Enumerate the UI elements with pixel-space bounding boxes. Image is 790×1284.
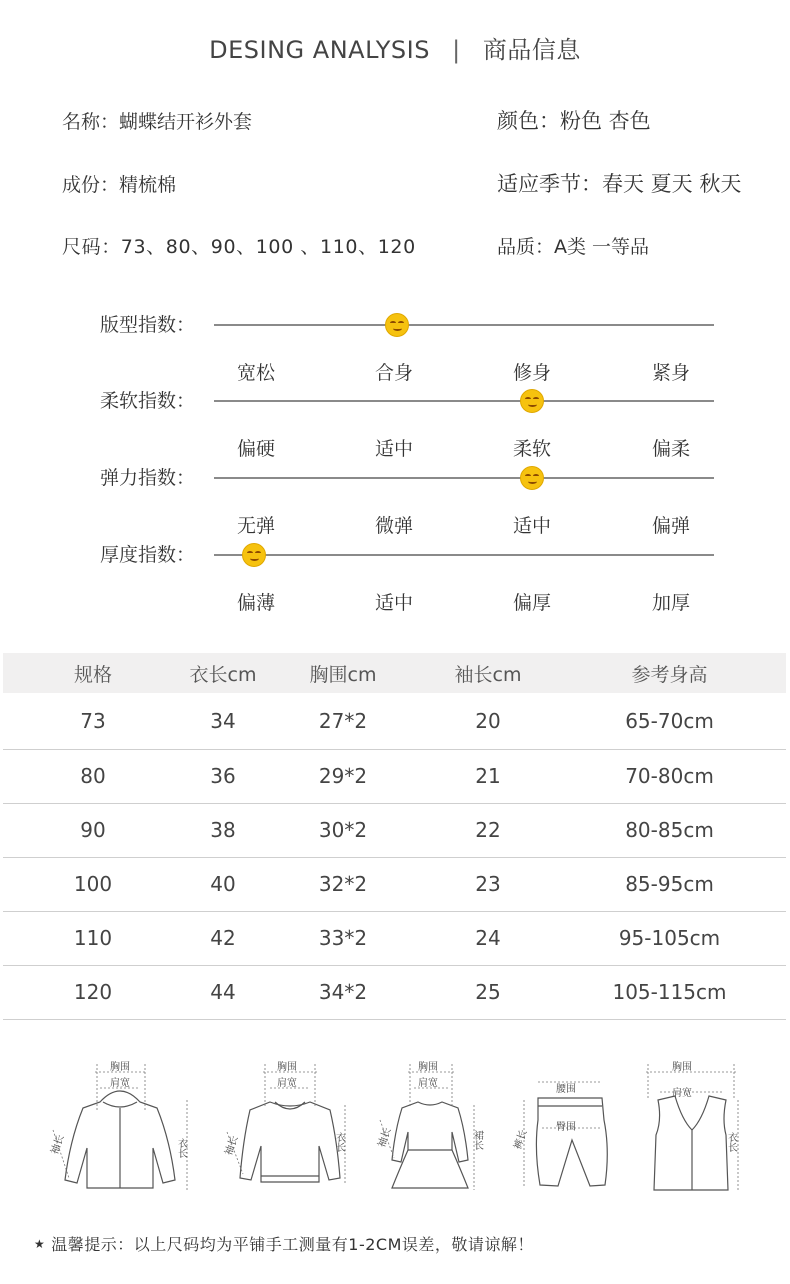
index-option: 加厚 xyxy=(651,592,690,614)
index-track xyxy=(214,324,714,326)
table-cell: 32*2 xyxy=(263,857,423,911)
index-track xyxy=(214,554,714,556)
table-cell: 27*2 xyxy=(263,693,423,749)
size-note xyxy=(34,1232,534,1255)
measurement-diagrams xyxy=(0,1050,790,1200)
index-option: 紧身 xyxy=(651,362,690,384)
index-label: 厚度指数： xyxy=(100,544,196,566)
label-waist: 腰围 xyxy=(556,1084,576,1095)
label-sleeve: 袖长 xyxy=(49,1133,67,1157)
info-sizes: 尺码：73、80、90、100 、110、120 xyxy=(62,236,416,258)
header-divider: | xyxy=(452,36,461,64)
table-row xyxy=(3,911,786,965)
table-row xyxy=(3,803,786,857)
index-option: 合身 xyxy=(374,362,413,384)
index-option: 偏柔 xyxy=(651,438,690,460)
header-title-en: DESING ANALYSIS xyxy=(209,36,430,64)
table-cell: 20 xyxy=(423,693,553,749)
label-length: 衣长 xyxy=(725,1132,737,1152)
table-cell: 34 xyxy=(183,693,263,749)
table-cell: 73 xyxy=(3,693,183,749)
index-track xyxy=(214,400,714,402)
table-row xyxy=(3,749,786,803)
label-length: 衣长 xyxy=(175,1138,187,1158)
label-shoulder: 肩宽 xyxy=(277,1078,297,1089)
smiley-icon xyxy=(520,466,544,490)
dress-diagram xyxy=(370,1050,520,1200)
size-table-header xyxy=(3,653,786,693)
index-option: 偏薄 xyxy=(236,592,275,614)
smiley-icon xyxy=(385,313,409,337)
table-cell: 36 xyxy=(183,749,263,803)
info-color: 颜色：粉色 杏色 xyxy=(497,109,651,133)
info-name: 名称：蝴蝶结开衫外套 xyxy=(62,111,253,133)
table-cell: 24 xyxy=(423,911,553,965)
smiley-icon xyxy=(520,389,544,413)
table-row xyxy=(3,857,786,911)
header-cell: 胸围cm xyxy=(263,653,423,693)
table-cell: 70-80cm xyxy=(553,749,786,803)
table-cell: 29*2 xyxy=(263,749,423,803)
index-option: 适中 xyxy=(374,592,413,614)
jacket-diagram xyxy=(45,1050,195,1200)
index-option: 无弹 xyxy=(236,515,275,537)
label-shoulder: 肩宽 xyxy=(672,1088,692,1099)
star-icon: ★ xyxy=(34,1237,46,1251)
index-label: 弹力指数： xyxy=(100,467,196,489)
index-track xyxy=(214,477,714,479)
info-quality: 品质：A类 一等品 xyxy=(497,236,650,258)
label-chest: 胸围 xyxy=(110,1062,130,1073)
table-cell: 105-115cm xyxy=(553,965,786,1019)
table-cell: 34*2 xyxy=(263,965,423,1019)
table-cell: 33*2 xyxy=(263,911,423,965)
index-option: 适中 xyxy=(512,515,551,537)
table-cell: 110 xyxy=(3,911,183,965)
index-label: 柔软指数： xyxy=(100,390,196,412)
table-cell: 22 xyxy=(423,803,553,857)
table-cell: 30*2 xyxy=(263,803,423,857)
index-option: 偏弹 xyxy=(651,515,690,537)
label-shoulder: 肩宽 xyxy=(418,1078,438,1089)
index-row xyxy=(0,310,790,384)
table-cell: 100 xyxy=(3,857,183,911)
label-chest: 胸围 xyxy=(672,1062,692,1073)
label-length: 衣长 xyxy=(333,1132,345,1152)
table-row xyxy=(3,693,786,749)
label-sleeve: 袖长 xyxy=(376,1126,394,1150)
table-cell: 23 xyxy=(423,857,553,911)
section-header xyxy=(0,30,790,65)
table-cell: 95-105cm xyxy=(553,911,786,965)
index-option: 偏厚 xyxy=(512,592,551,614)
table-cell: 38 xyxy=(183,803,263,857)
header-cell: 袖长cm xyxy=(423,653,553,693)
index-row xyxy=(0,540,790,614)
table-cell: 44 xyxy=(183,965,263,1019)
vest-diagram xyxy=(630,1050,780,1200)
index-option: 微弹 xyxy=(374,515,413,537)
table-cell: 65-70cm xyxy=(553,693,786,749)
table-cell: 42 xyxy=(183,911,263,965)
index-row xyxy=(0,386,790,460)
index-option: 柔软 xyxy=(512,438,551,460)
header-cell: 衣长cm xyxy=(183,653,263,693)
header-cell: 规格 xyxy=(3,653,183,693)
label-sleeve: 袖长 xyxy=(223,1134,241,1158)
sweatshirt-diagram xyxy=(215,1050,365,1200)
info-material: 成份：精梳棉 xyxy=(62,174,177,196)
label-hip: 臀围 xyxy=(556,1122,576,1133)
label-chest: 胸围 xyxy=(277,1062,297,1073)
size-table xyxy=(3,653,786,1020)
table-cell: 90 xyxy=(3,803,183,857)
table-cell: 85-95cm xyxy=(553,857,786,911)
table-cell: 80 xyxy=(3,749,183,803)
table-cell: 40 xyxy=(183,857,263,911)
index-row xyxy=(0,463,790,537)
table-cell: 80-85cm xyxy=(553,803,786,857)
header-cell: 参考身高 xyxy=(553,653,786,693)
label-pants-length: 裤长 xyxy=(512,1128,530,1152)
index-option: 偏硬 xyxy=(236,438,275,460)
index-label: 版型指数： xyxy=(100,314,196,336)
size-note-text: 温馨提示：以上尺码均为平铺手工测量有1-2CM误差，敬请谅解！ xyxy=(51,1235,534,1254)
info-season: 适应季节：春天 夏天 秋天 xyxy=(497,172,742,196)
table-row xyxy=(3,965,786,1019)
table-cell: 120 xyxy=(3,965,183,1019)
header-title-cn: 商品信息 xyxy=(482,36,581,64)
index-option: 修身 xyxy=(512,362,551,384)
smiley-icon xyxy=(242,543,266,567)
label-skirt-length: 裙长 xyxy=(471,1130,483,1150)
index-option: 适中 xyxy=(374,438,413,460)
label-shoulder: 肩宽 xyxy=(110,1078,130,1089)
index-option: 宽松 xyxy=(236,362,275,384)
label-chest: 胸围 xyxy=(418,1062,438,1073)
table-cell: 25 xyxy=(423,965,553,1019)
table-cell: 21 xyxy=(423,749,553,803)
